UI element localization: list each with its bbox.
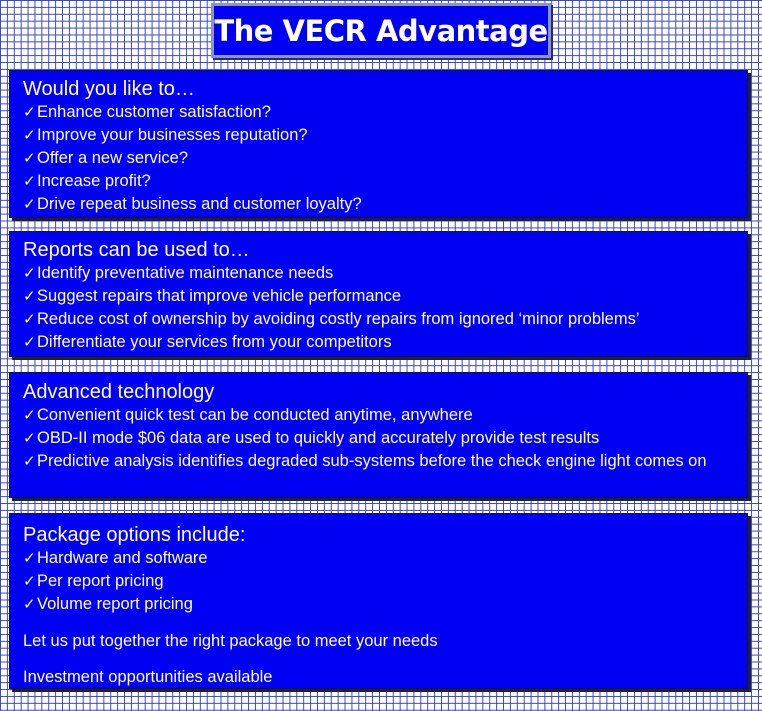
list-item: ✓Predictive analysis identifies degraded sub-systems before the check engine light comes on (23, 450, 735, 473)
list-item: ✓Per report pricing (23, 570, 735, 593)
checkmark-icon: ✓ (23, 596, 36, 613)
section-heading: Reports can be used to… (23, 239, 250, 261)
checkmark-icon: ✓ (23, 104, 36, 121)
list-item: ✓Convenient quick test can be conducted anytime, anywhere (23, 404, 735, 427)
list-item: ✓Suggest repairs that improve vehicle performance (23, 285, 735, 308)
checkmark-icon: ✓ (23, 196, 36, 213)
investment-note: Investment opportunities available (23, 668, 273, 686)
list-item: ✓Hardware and software (23, 547, 735, 570)
list-item: ✓Reduce cost of ownership by avoiding costly repairs from ignored ‘minor problems’ (23, 308, 735, 331)
section-reports (9, 231, 748, 357)
list-item: ✓Improve your businesses reputation? (23, 124, 735, 147)
checkmark-icon: ✓ (23, 430, 36, 447)
section-package-options (9, 513, 748, 689)
checkmark-icon: ✓ (23, 150, 36, 167)
section-would-you-like-to (9, 70, 748, 218)
checkmark-icon: ✓ (23, 550, 36, 567)
checkmark-icon: ✓ (23, 573, 36, 590)
list-item: ✓Offer a new service? (23, 147, 735, 170)
list-item: ✓Differentiate your services from your competitors (23, 331, 735, 354)
checkmark-icon: ✓ (23, 265, 36, 282)
list-item: ✓Increase profit? (23, 170, 735, 193)
checkmark-icon: ✓ (23, 173, 36, 190)
section-advanced-technology (9, 372, 748, 498)
checkmark-icon: ✓ (23, 334, 36, 351)
list-item: ✓OBD-II mode $06 data are used to quickly and accurately provide test results (23, 427, 735, 450)
section-heading: Advanced technology (23, 381, 215, 403)
checkmark-icon: ✓ (23, 407, 36, 424)
checkmark-icon: ✓ (23, 288, 36, 305)
list-item: ✓Drive repeat business and customer loyalty? (23, 193, 735, 216)
list-item: ✓Identify preventative maintenance needs (23, 262, 735, 285)
checkmark-icon: ✓ (23, 311, 36, 328)
list-item: ✓Volume report pricing (23, 593, 735, 616)
section-heading: Would you like to… (23, 78, 195, 100)
checkmark-icon: ✓ (23, 453, 36, 470)
list-item: ✓Enhance customer satisfaction? (23, 101, 735, 124)
page-title (211, 3, 551, 58)
page-title-text: The VECR Advantage (214, 13, 548, 48)
section-heading: Package options include: (23, 524, 246, 546)
checkmark-icon: ✓ (23, 127, 36, 144)
package-note: Let us put together the right package to meet your needs (23, 632, 438, 650)
